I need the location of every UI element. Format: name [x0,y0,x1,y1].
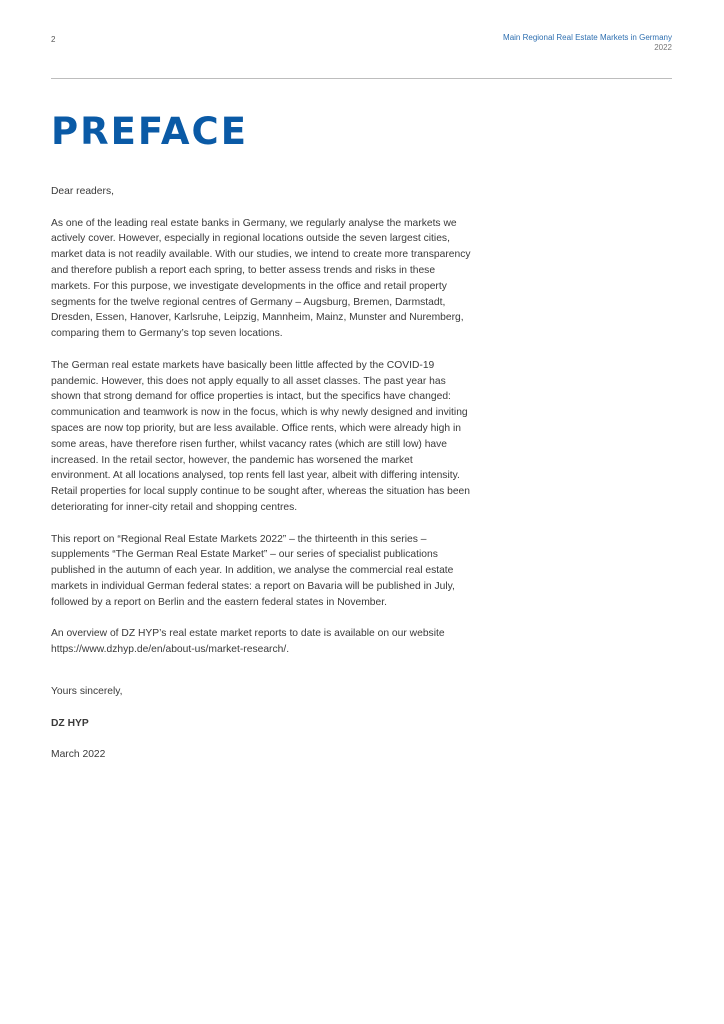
signature: DZ HYP [51,717,89,729]
closing: Yours sincerely, [51,685,123,697]
page-title: PREFACE [51,110,248,153]
page-number: 2 [51,35,56,44]
report-title: Main Regional Real Estate Markets in Germany [503,33,672,42]
paragraph: The German real estate markets have basically been little affected by the COVID-19 pandemic. However, this does not apply equally to all asset classes. The past year has shown that strong demand for office properties is intact, but the specifics have changed: communication and teamwork is now in the focus, which is why newly designed and inviting spaces are now top priority, but are less available. Office rents, which were already high in some areas, have therefore risen further, whilst vacancy rates (which are still low) have increased. In the retail sector, however, the pandemic has worsened the market environment. At all locations analysed, top rents fell last year, albeit with differing intensity. Retail properties for local supply continue to be sought after, whereas the situation has been deteriorating for inner-city retail and shopping centres. [51,359,470,513]
running-header [503,33,672,53]
letter-body [51,184,471,763]
header-divider [51,78,672,79]
letter-date: March 2022 [51,749,106,761]
report-year: 2022 [654,43,672,52]
paragraph: As one of the leading real estate banks in Germany, we regularly analyse the markets we actively cover. However, especially in regional locations outside the seven largest cities, market data is not readily available. With our studies, we intend to create more transparency and therefore publish a report each spring, to better assess trends and risks in these markets. For this purpose, we investigate developments in the office and retail property segments for the twelve regional centres of Germany – Augsburg, Bremen, Darmstadt, Dresden, Essen, Hanover, Karlsruhe, Leipzig, Mannheim, Mainz, Munster and Nuremberg, comparing them to Germany’s top seven locations. [51,217,471,340]
paragraph: This report on “Regional Real Estate Markets 2022” – the thirteenth in this series – supplements “The German Real Estate Market” – our series of specialist publications published in the autumn of each year. In addition, we analyse the commercial real estate markets in individual German federal states: a report on Bavaria will be published in July, followed by a report on Berlin and the eastern federal states in November. [51,533,455,608]
paragraph: An overview of DZ HYP’s real estate market reports to date is available on our website https://www.dzhyp.de/en/about-us/market-research/. [51,628,445,656]
salutation: Dear readers, [51,186,114,197]
